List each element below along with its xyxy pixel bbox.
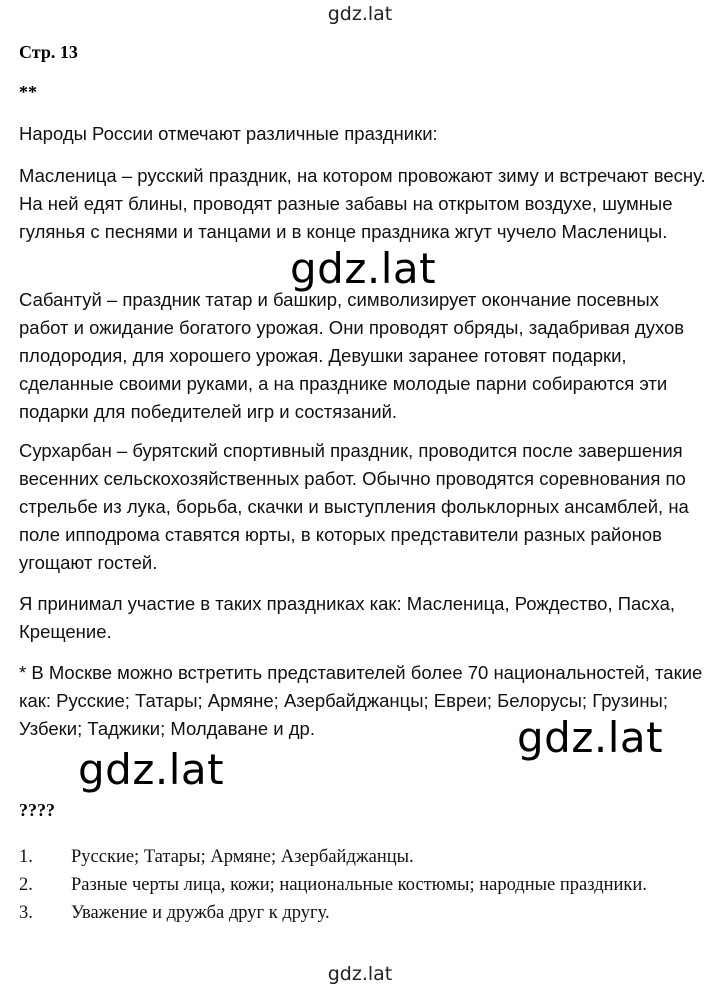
list-item-text: Разные черты лица, кожи; национальные костюмы; народные праздники. [71, 875, 647, 895]
maslenitsa-paragraph: Масленица – русский праздник, на котором провожают зиму и встречают весну. На ней едят блины, проводят разные забавы на открытом воздухе, шумные гулянья с песнями и танцами и в конце праздника жгут чучело Масленицы. [19, 165, 706, 242]
watermark-bottom: gdz.lat [327, 963, 393, 985]
watermark-middle-2: gdz.lat [517, 713, 664, 762]
list-item-number: 3. [19, 903, 33, 923]
surkharban-paragraph: Сурхарбан – бурятский спортивный праздник, проводится после завершения весенних сельскохозяйственных работ. Обычно проводятся соревнования по стрельбе из лука, борьба, скачки и выступления фольклорных ансамблей, на поле ипподрома ставятся юрты, в которых представители разных районов угощают гостей. [19, 440, 689, 573]
questions-heading: ???? [19, 800, 55, 820]
answers-list [19, 843, 709, 927]
sabantuy-paragraph: Сабантуй – праздник татар и башкир, символизирует окончание посевных работ и ожидание богатого урожая. Они проводят обряды, задабривая духов плодородия, для хорошего урожая. Девушки заранее готовят подарки, сделанные своими руками, а на празднике молодые парни собираются эти подарки для победителей игр и состязаний. [19, 289, 685, 422]
list-item-number: 1. [19, 847, 33, 867]
moscow-paragraph: * В Москве можно встретить представителей более 70 национальностей, такие как: Русские; Татары; Армяне; Азербайджанцы; Евреи; Белорусы; Грузины; Узбеки; Таджики; Молдаване и др. [19, 662, 703, 739]
list-item [19, 899, 709, 927]
list-item-text: Русские; Татары; Армяне; Азербайджанцы. [71, 847, 414, 867]
list-item-text: Уважение и дружба друг к другу. [71, 903, 330, 923]
section-stars-heading: ** [19, 82, 37, 102]
intro-paragraph: Народы России отмечают различные праздники: [19, 123, 438, 144]
watermark-middle-1: gdz.lat [290, 244, 437, 293]
list-item [19, 871, 709, 899]
page-number-heading: Стр. 13 [19, 42, 78, 62]
list-item-number: 2. [19, 875, 33, 895]
watermark-top: gdz.lat [327, 3, 393, 25]
watermark-middle-3: gdz.lat [78, 745, 225, 794]
participation-paragraph: Я принимал участие в таких праздниках как: Масленица, Рождество, Пасха, Крещение. [19, 593, 676, 642]
list-item [19, 843, 709, 871]
